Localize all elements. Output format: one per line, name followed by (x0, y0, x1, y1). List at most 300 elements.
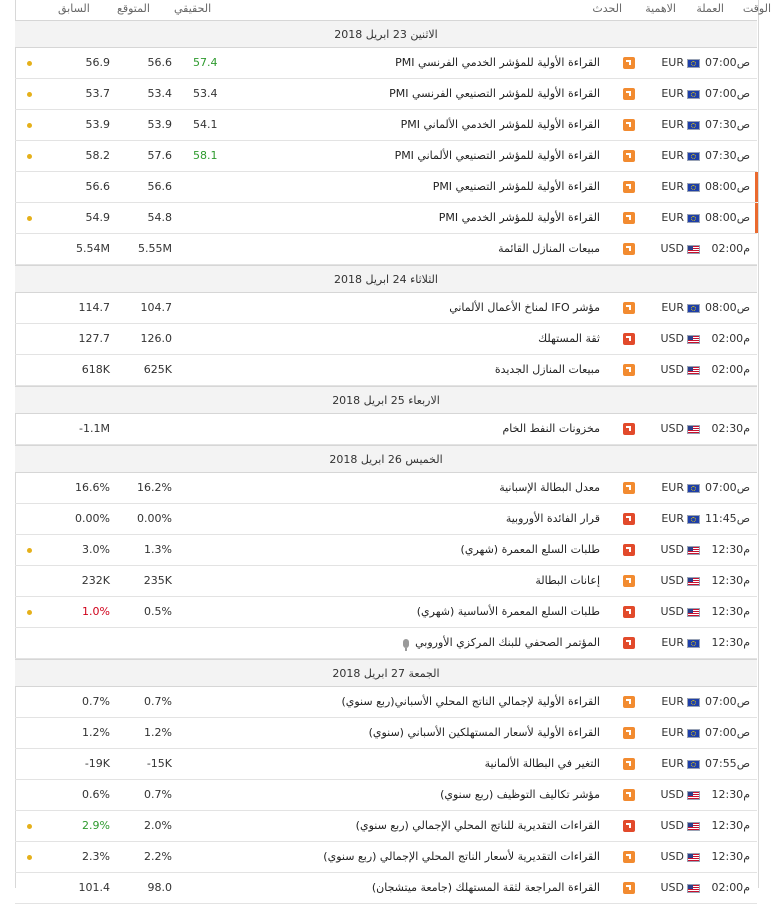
importance-cell (623, 423, 635, 435)
event-name-cell (433, 172, 600, 202)
event-name-cell (495, 355, 600, 385)
currency-code: EUR (661, 481, 684, 494)
event-time: 12:30م (711, 574, 750, 587)
forecast-value: 57.6 (147, 149, 172, 162)
event-name[interactable]: القراءة الأولية للمؤشر التصنيعي PMI (432, 180, 600, 193)
eu-flag-icon (687, 214, 700, 223)
event-row[interactable] (15, 687, 757, 718)
header-previous[interactable]: السابق (58, 2, 90, 15)
event-name-cell (341, 687, 600, 717)
event-name[interactable]: القراءة الأولية لإجمالي الناتج المحلي الأسباني(ربع سنوي) (341, 695, 600, 708)
forecast-value (127, 414, 172, 444)
medium-importance-icon (623, 482, 635, 494)
previous-value: 232K (81, 574, 110, 587)
actual-value (193, 566, 233, 596)
medium-importance-icon (623, 212, 635, 224)
event-time: 11:45ص (704, 512, 750, 525)
previous-value: 1.0% (82, 605, 110, 618)
event-name[interactable]: مؤشر تكاليف التوظيف (ربع سنوي) (440, 788, 600, 801)
event-name[interactable]: مبيعات المنازل الجديدة (494, 363, 600, 376)
actual-value (193, 749, 233, 779)
importance-cell (623, 882, 635, 894)
importance-cell (623, 57, 635, 69)
forecast-value: 0.7% (144, 695, 172, 708)
event-row[interactable] (15, 234, 757, 265)
date-label: الثلاثاء 24 ابريل 2018 (334, 273, 438, 286)
event-row[interactable] (15, 48, 757, 79)
importance-cell (623, 364, 635, 376)
event-name-cell (506, 504, 600, 534)
event-name[interactable]: القراءة الأولية للمؤشر الخدمي PMI (438, 211, 600, 224)
us-flag-icon (687, 577, 700, 586)
currency-code: USD (660, 332, 684, 345)
event-name-cell (440, 780, 600, 810)
event-row[interactable] (15, 414, 757, 445)
event-name[interactable]: مبيعات المنازل القائمة (498, 242, 600, 255)
event-time: 02:00م (711, 363, 750, 376)
event-row[interactable] (15, 293, 757, 324)
us-flag-icon (687, 884, 700, 893)
forecast-value: 235K (143, 574, 172, 587)
currency-code: EUR (661, 301, 684, 314)
forecast-value: 53.9 (147, 118, 172, 131)
medium-importance-icon (623, 851, 635, 863)
medium-importance-icon (623, 243, 635, 255)
date-label: الاثنين 23 ابريل 2018 (334, 28, 438, 41)
currency-code: USD (660, 543, 684, 556)
event-time: 02:00م (711, 242, 750, 255)
currency-code: EUR (661, 118, 684, 131)
event-time: 02:00م (711, 881, 750, 894)
event-currency (661, 628, 700, 658)
previous-value: -1.1M (79, 422, 110, 435)
revised-dot-icon[interactable] (27, 610, 32, 615)
previous-value: 3.0% (82, 543, 110, 556)
event-currency (661, 504, 700, 534)
us-flag-icon (687, 608, 700, 617)
actual-value: 53.4 (193, 87, 218, 100)
importance-cell (623, 119, 635, 131)
importance-cell (623, 243, 635, 255)
event-time: 08:00ص (704, 301, 750, 314)
currency-code: USD (660, 881, 684, 894)
medium-importance-icon (623, 88, 635, 100)
forecast-value: 1.3% (144, 543, 172, 556)
event-row[interactable] (15, 628, 757, 659)
event-time: 07:00ص (704, 56, 750, 69)
event-name[interactable]: المؤتمر الصحفي للبنك المركزي الأوروبي (415, 636, 600, 649)
header-actual[interactable]: الحقيقي (174, 2, 212, 15)
event-name-cell (439, 203, 600, 233)
previous-value: 56.9 (85, 56, 110, 69)
eu-flag-icon (687, 698, 700, 707)
event-name[interactable]: مخزونات النفط الخام (502, 422, 600, 435)
date-header-row (15, 659, 757, 687)
previous-value: 16.6% (75, 481, 110, 494)
event-time: 07:00ص (704, 695, 750, 708)
event-time: 07:00ص (704, 87, 750, 100)
previous-value: 0.7% (82, 695, 110, 708)
event-currency (660, 234, 700, 264)
revised-dot-icon[interactable] (27, 548, 32, 553)
actual-value (193, 473, 233, 503)
date-header-row (15, 20, 757, 48)
currency-code: USD (660, 422, 684, 435)
event-name-cell (449, 293, 600, 323)
event-currency (660, 842, 700, 872)
medium-importance-icon (623, 119, 635, 131)
event-name-cell (403, 628, 600, 658)
header-importance[interactable]: الاهمية (645, 2, 676, 15)
forecast-value: 5.55M (138, 242, 172, 255)
currency-code: EUR (661, 87, 684, 100)
forecast-value: 0.5% (144, 605, 172, 618)
actual-value (193, 355, 233, 385)
event-row[interactable] (15, 566, 757, 597)
event-row[interactable] (15, 504, 757, 535)
medium-importance-icon (623, 181, 635, 193)
event-name-cell (395, 141, 600, 171)
event-row[interactable] (15, 780, 757, 811)
event-row[interactable] (15, 324, 757, 355)
event-name[interactable]: مؤشر IFO لمناخ الأعمال الألماني (449, 301, 600, 314)
event-currency (661, 203, 700, 233)
eu-flag-icon (687, 729, 700, 738)
currency-code: EUR (661, 512, 684, 525)
event-currency (661, 749, 700, 779)
actual-value (193, 414, 233, 444)
forecast-value: 625K (143, 363, 172, 376)
eu-flag-icon (687, 59, 700, 68)
event-name-cell (401, 110, 600, 140)
event-name[interactable]: طلبات السلع المعمرة (شهري) (460, 543, 600, 556)
actual-value: 58.1 (193, 149, 218, 162)
event-currency (660, 780, 700, 810)
event-name-cell (499, 473, 600, 503)
medium-importance-icon (623, 57, 635, 69)
upcoming-marker (755, 172, 758, 202)
high-importance-icon (623, 820, 635, 832)
forecast-value: 56.6 (147, 56, 172, 69)
previous-value: 0.00% (75, 512, 110, 525)
importance-cell (623, 789, 635, 801)
event-row[interactable] (15, 718, 757, 749)
event-name-cell (498, 234, 600, 264)
event-row[interactable] (15, 473, 757, 504)
header-forecast[interactable]: المتوقع (117, 2, 150, 15)
forecast-value: 16.2% (137, 481, 172, 494)
event-time: 12:30م (711, 543, 750, 556)
previous-value (70, 628, 110, 658)
importance-cell (623, 181, 635, 193)
currency-code: USD (660, 363, 684, 376)
forecast-value: 0.7% (144, 788, 172, 801)
event-time: 07:30ص (704, 149, 750, 162)
importance-cell (623, 212, 635, 224)
event-currency (661, 293, 700, 323)
high-importance-icon (623, 423, 635, 435)
actual-value (193, 780, 233, 810)
importance-cell (623, 544, 635, 556)
date-header-row (15, 445, 757, 473)
event-name[interactable]: قرار الفائدة الأوروبية (505, 512, 600, 525)
actual-value: 57.4 (193, 56, 218, 69)
event-row[interactable] (15, 749, 757, 780)
revised-dot-icon[interactable] (27, 216, 32, 221)
high-importance-icon (623, 333, 635, 345)
previous-value: 2.3% (82, 850, 110, 863)
eu-flag-icon (687, 304, 700, 313)
forecast-value: 126.0 (140, 332, 172, 345)
high-importance-icon (623, 606, 635, 618)
event-time: 08:00ص (704, 180, 750, 193)
actual-value (193, 535, 233, 565)
event-currency (660, 414, 700, 444)
medium-importance-icon (623, 302, 635, 314)
event-time: 12:30م (711, 605, 750, 618)
event-currency (661, 718, 700, 748)
currency-code: EUR (661, 695, 684, 708)
high-importance-icon (623, 637, 635, 649)
event-currency (661, 473, 700, 503)
event-time: 02:30م (711, 422, 750, 435)
actual-value (193, 324, 233, 354)
previous-value: -19K (84, 757, 110, 770)
importance-cell (623, 727, 635, 739)
event-currency (660, 597, 700, 627)
forecast-value: 54.8 (147, 211, 172, 224)
event-row[interactable] (15, 203, 757, 234)
previous-value: 127.7 (78, 332, 110, 345)
forecast-value: 2.2% (144, 850, 172, 863)
forecast-value: 98.0 (147, 881, 172, 894)
eu-flag-icon (687, 760, 700, 769)
table-header (0, 0, 779, 20)
event-name-cell (389, 79, 600, 109)
forecast-value: 53.4 (147, 87, 172, 100)
event-name-cell (372, 873, 600, 903)
currency-code: USD (660, 605, 684, 618)
event-name-cell (538, 324, 600, 354)
actual-value (193, 293, 233, 323)
event-currency (660, 324, 700, 354)
previous-value: 1.2% (82, 726, 110, 739)
event-time: 07:55ص (704, 757, 750, 770)
event-name-cell (356, 811, 600, 841)
actual-value (193, 628, 233, 658)
event-row[interactable] (15, 842, 757, 873)
eu-flag-icon (687, 639, 700, 648)
event-currency (661, 141, 700, 171)
event-name[interactable]: القراءات التقديرية لأسعار الناتج المحلي الإجمالي (ربع سنوي) (323, 850, 600, 863)
actual-value (193, 172, 233, 202)
forecast-value: 0.00% (137, 512, 172, 525)
event-row[interactable] (15, 873, 757, 904)
medium-importance-icon (623, 150, 635, 162)
event-name-cell (502, 414, 600, 444)
forecast-value (127, 628, 172, 658)
event-time: 07:00ص (704, 481, 750, 494)
currency-code: EUR (661, 636, 684, 649)
event-row[interactable] (15, 172, 757, 203)
forecast-value: -15K (146, 757, 172, 770)
previous-value: 53.7 (85, 87, 110, 100)
us-flag-icon (687, 335, 700, 344)
event-name[interactable]: معدل البطالة الإسبانية (499, 481, 600, 494)
date-label: الخميس 26 ابريل 2018 (329, 453, 443, 466)
importance-cell (623, 758, 635, 770)
event-name[interactable]: طلبات السلع المعمرة الأساسية (شهري) (416, 605, 600, 618)
revised-dot-icon[interactable] (27, 61, 32, 66)
importance-cell (623, 696, 635, 708)
previous-value: 5.54M (76, 242, 110, 255)
us-flag-icon (687, 546, 700, 555)
revised-dot-icon[interactable] (27, 123, 32, 128)
importance-cell (623, 333, 635, 345)
forecast-value: 2.0% (144, 819, 172, 832)
date-header-row (15, 265, 757, 293)
actual-value (193, 873, 233, 903)
event-name-cell (485, 749, 600, 779)
importance-cell (623, 606, 635, 618)
importance-cell (623, 302, 635, 314)
event-time: 12:30م (711, 788, 750, 801)
event-name[interactable]: القراءات التقديرية للناتج المحلي الإجمالي (ربع سنوي) (355, 819, 600, 832)
event-currency (661, 172, 700, 202)
importance-cell (623, 482, 635, 494)
event-name[interactable]: القراءة المراجعة لثقة المستهلك (جامعة ميتشجان) (371, 881, 600, 894)
event-time: 02:00م (711, 332, 750, 345)
date-header-row (15, 386, 757, 414)
currency-code: USD (660, 850, 684, 863)
us-flag-icon (687, 822, 700, 831)
forecast-value: 104.7 (140, 301, 172, 314)
currency-code: EUR (661, 726, 684, 739)
previous-value: 53.9 (85, 118, 110, 131)
currency-code: USD (660, 788, 684, 801)
medium-importance-icon (623, 882, 635, 894)
medium-importance-icon (623, 758, 635, 770)
event-row[interactable] (15, 811, 757, 842)
previous-value: 0.6% (82, 788, 110, 801)
event-name[interactable]: القراءة الأولية للمؤشر الخدمي الفرنسي PMI (395, 56, 600, 69)
currency-code: EUR (661, 180, 684, 193)
currency-code: EUR (661, 56, 684, 69)
event-currency (661, 687, 700, 717)
revised-dot-icon[interactable] (27, 824, 32, 829)
actual-value (193, 234, 233, 264)
event-row[interactable] (15, 79, 757, 110)
event-currency (660, 355, 700, 385)
previous-value: 54.9 (85, 211, 110, 224)
event-name[interactable]: القراءة الأولية للمؤشر الخدمي الألماني PMI (400, 118, 600, 131)
event-name[interactable]: التغير في البطالة الألمانية (484, 757, 600, 770)
previous-value: 114.7 (78, 301, 110, 314)
event-row[interactable] (15, 535, 757, 566)
forecast-value: 1.2% (144, 726, 172, 739)
medium-importance-icon (623, 364, 635, 376)
event-name[interactable]: ثقة المستهلك (538, 332, 600, 345)
previous-value: 101.4 (78, 881, 110, 894)
currency-code: USD (660, 819, 684, 832)
event-name-cell (395, 48, 600, 78)
event-time: 08:00ص (704, 211, 750, 224)
importance-cell (623, 820, 635, 832)
event-name-cell (323, 842, 600, 872)
event-currency (660, 873, 700, 903)
revised-dot-icon[interactable] (27, 855, 32, 860)
importance-cell (623, 513, 635, 525)
actual-value (193, 203, 233, 233)
actual-value (193, 687, 233, 717)
header-event[interactable]: الحدث (592, 2, 622, 15)
microphone-icon (403, 639, 409, 648)
event-name[interactable]: القراءة الأولية للمؤشر التصنيعي الألماني PMI (394, 149, 600, 162)
event-name[interactable]: القراءة الأولية للمؤشر التصنيعي الفرنسي PMI (389, 87, 600, 100)
date-label: الاربعاء 25 ابريل 2018 (332, 394, 440, 407)
event-name-cell (417, 597, 600, 627)
revised-dot-icon[interactable] (27, 92, 32, 97)
previous-value: 618K (81, 363, 110, 376)
actual-value (193, 504, 233, 534)
event-row[interactable] (15, 597, 757, 628)
header-currency[interactable]: العملة (696, 2, 724, 15)
actual-value (193, 811, 233, 841)
event-currency (661, 48, 700, 78)
event-name[interactable]: إعانات البطالة (535, 574, 600, 587)
actual-value (193, 718, 233, 748)
eu-flag-icon (687, 152, 700, 161)
eu-flag-icon (687, 484, 700, 493)
event-time: 07:00ص (704, 726, 750, 739)
event-row[interactable] (15, 355, 757, 386)
medium-importance-icon (623, 789, 635, 801)
actual-value (193, 597, 233, 627)
high-importance-icon (623, 513, 635, 525)
medium-importance-icon (623, 696, 635, 708)
event-name[interactable]: القراءة الأولية لأسعار المستهلكين الأسباني (سنوي) (368, 726, 600, 739)
currency-code: USD (660, 574, 684, 587)
importance-cell (623, 575, 635, 587)
currency-code: EUR (661, 149, 684, 162)
importance-cell (623, 88, 635, 100)
us-flag-icon (687, 366, 700, 375)
us-flag-icon (687, 853, 700, 862)
previous-value: 56.6 (85, 180, 110, 193)
date-label: الجمعة 27 ابريل 2018 (332, 667, 440, 680)
event-time: 12:30م (711, 636, 750, 649)
medium-importance-icon (623, 727, 635, 739)
us-flag-icon (687, 791, 700, 800)
event-time: 12:30م (711, 819, 750, 832)
eu-flag-icon (687, 183, 700, 192)
event-currency (661, 79, 700, 109)
event-name-cell (461, 535, 600, 565)
us-flag-icon (687, 245, 700, 254)
eu-flag-icon (687, 515, 700, 524)
upcoming-marker (755, 203, 758, 233)
currency-code: EUR (661, 211, 684, 224)
event-row[interactable] (15, 141, 757, 172)
revised-dot-icon[interactable] (27, 154, 32, 159)
previous-value: 2.9% (82, 819, 110, 832)
importance-cell (623, 150, 635, 162)
event-time: 12:30م (711, 850, 750, 863)
importance-cell (623, 851, 635, 863)
high-importance-icon (623, 544, 635, 556)
header-time[interactable]: الوقت (742, 2, 771, 15)
event-row[interactable] (15, 110, 757, 141)
